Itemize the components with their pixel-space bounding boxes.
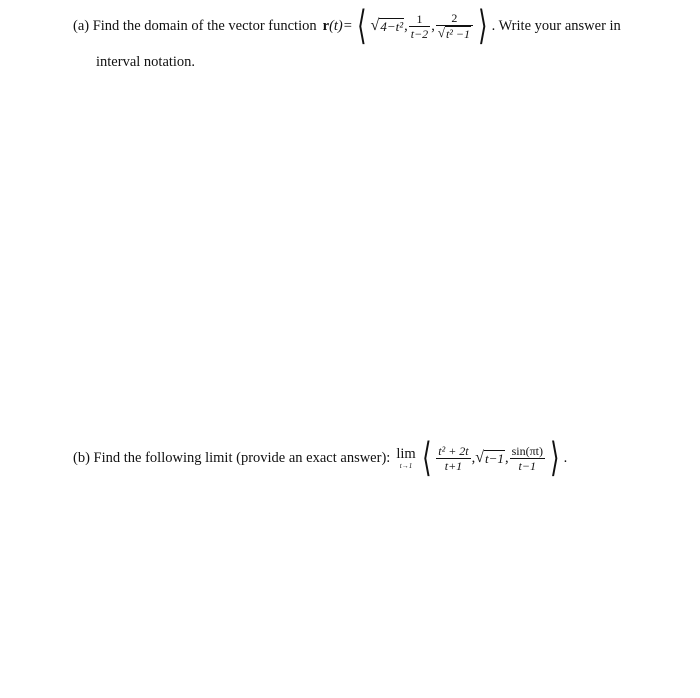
close-angle-bracket: ⟩ xyxy=(478,3,488,48)
vector-function-name: r(t) xyxy=(322,17,343,34)
part-a-label: (a) Find the domain of the vector function xyxy=(73,17,317,34)
part-b-question xyxy=(73,435,568,480)
open-angle-bracket: ⟨ xyxy=(357,3,367,48)
part-a-continuation: interval notation. xyxy=(96,54,196,70)
comma: , xyxy=(431,17,435,34)
component-3-den-sqrt: √ t² −1 xyxy=(437,25,470,41)
open-angle-bracket: ⟨ xyxy=(421,435,432,480)
component-3-fraction: $\frac{\sin(\pi t)}{t-1}$ xyxy=(511,443,543,473)
comma: , xyxy=(404,17,408,34)
part-a-after-text: . Write your answer in xyxy=(491,17,621,34)
component-1-fraction: $\frac{\text{t² + 2t}}{t+1}$ xyxy=(438,443,469,473)
component-2-fraction: $\frac{1}{t-2}$ xyxy=(410,11,429,41)
part-a-question xyxy=(73,3,621,48)
part-b-label: (b) Find the following limit (provide an exact answer): xyxy=(73,449,391,466)
component-1-sqrt: √ 4−t² xyxy=(370,16,404,34)
radical-icon: √ xyxy=(475,448,485,466)
limit-operator: lim t→1 xyxy=(396,445,416,470)
radical-icon: √ xyxy=(370,16,380,34)
comma: , xyxy=(504,449,509,466)
component-3-fraction: 2 √ t² −1 xyxy=(436,11,473,41)
radical-icon: √ xyxy=(437,25,445,40)
part-b-end: . xyxy=(563,449,568,466)
comma: , xyxy=(471,449,476,466)
equals-sign: = xyxy=(343,17,352,34)
close-angle-bracket: ⟩ xyxy=(550,435,560,480)
component-2-sqrt: √ t−1 xyxy=(475,448,504,466)
